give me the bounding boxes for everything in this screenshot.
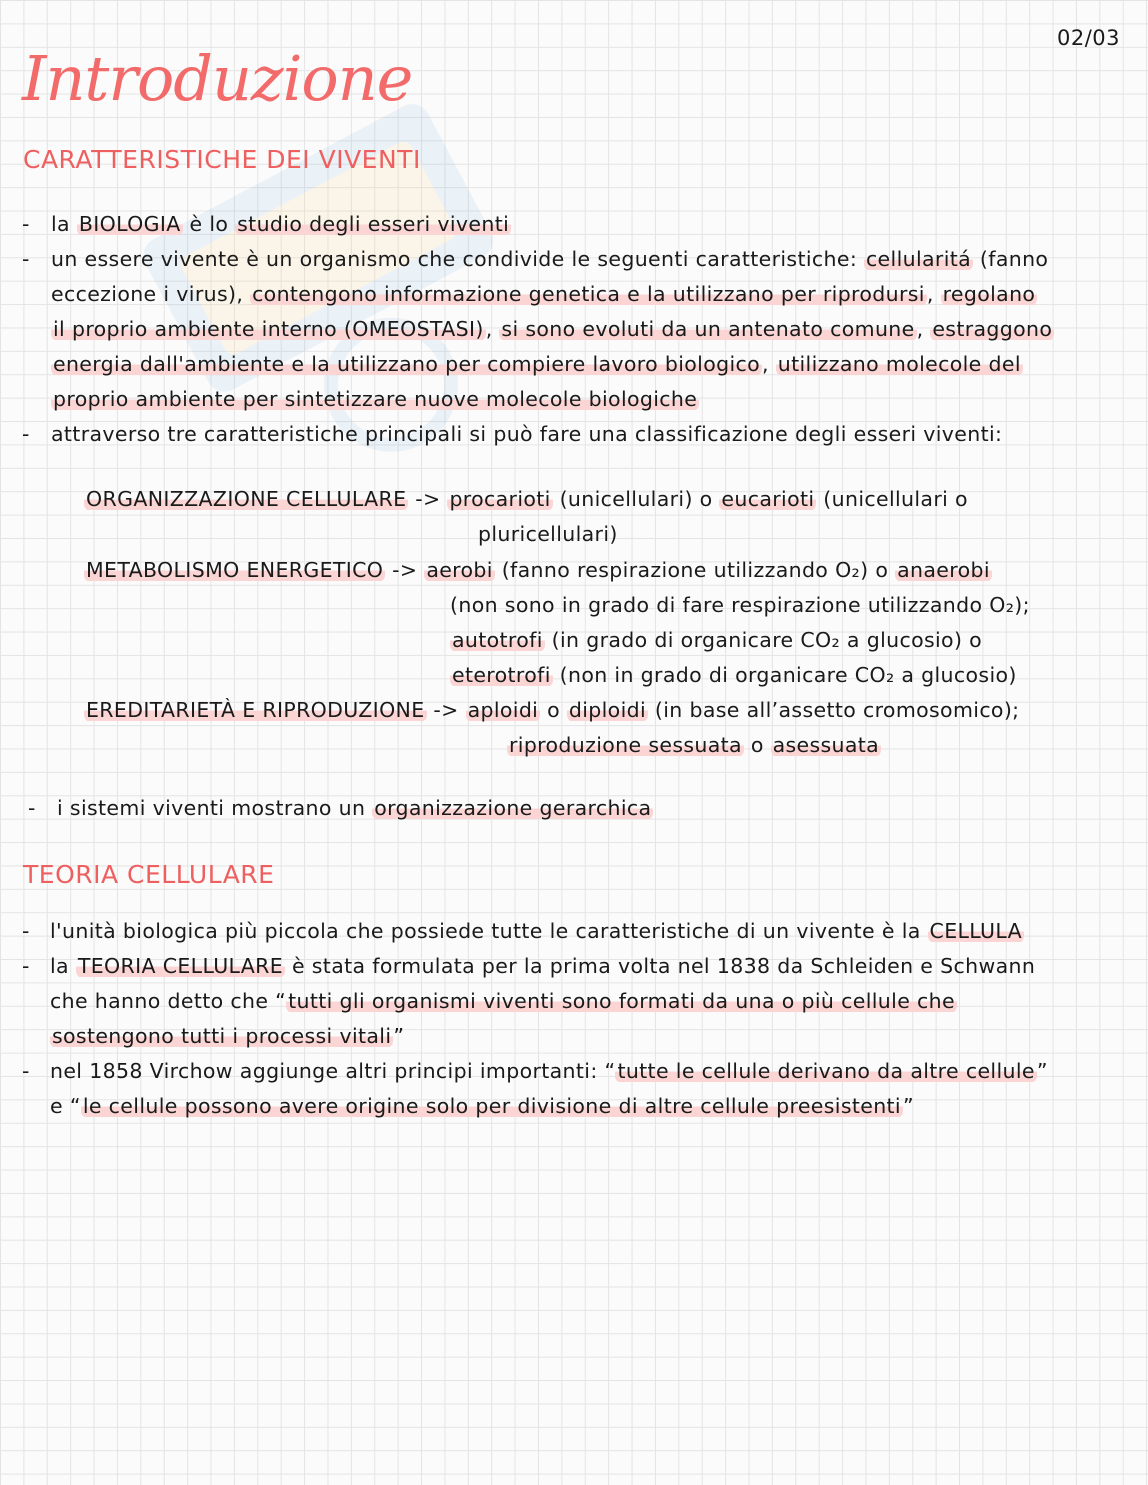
bullet-dash: - — [22, 954, 30, 978]
bullet-essere-vivente-line4: energia dall'ambiente e la utilizzano per compiere lavoro biologico, utilizzano molecole del — [53, 352, 1021, 376]
bullet-teoria-cellulare-line2: che hanno detto che “tutti gli organismi viventi sono formati da una o più cellule che — [50, 989, 955, 1013]
classification-ereditarieta-line2: riproduzione sessuata o asessuata — [509, 733, 880, 757]
section-title-caratteristiche: CARATTERISTICHE DEI VIVENTI — [23, 145, 421, 174]
bullet-dash: - — [22, 247, 30, 271]
classification-organizzazione: ORGANIZZAZIONE CELLULARE -> procarioti (unicellulari) o eucarioti (unicellulari o — [86, 487, 968, 511]
bullet-essere-vivente-line3: il proprio ambiente interno (OMEOSTASI), si sono evoluti da un antenato comune, estraggono — [53, 317, 1053, 341]
bullet-dash: - — [22, 422, 30, 446]
page-title: Introduzione — [22, 42, 413, 115]
bullet-dash: - — [22, 1059, 30, 1083]
classification-metabolismo-line2: (non sono in grado di fare respirazione utilizzando O₂); — [450, 593, 1030, 617]
bullet-organizzazione-gerarchica: i sistemi viventi mostrano un organizzazione gerarchica — [57, 796, 652, 820]
page-number: 02/03 — [1056, 26, 1120, 50]
bullet-essere-vivente-line5: proprio ambiente per sintetizzare nuove molecole biologiche — [53, 387, 698, 411]
classification-ereditarieta: EREDITARIETÀ E RIPRODUZIONE -> aploidi o diploidi (in base all’assetto cromosomico); — [86, 698, 1020, 722]
bullet-essere-vivente-line2: eccezione i virus), contengono informazione genetica e la utilizzano per riprodursi, regolano — [51, 282, 1036, 306]
section-title-teoria-cellulare: TEORIA CELLULARE — [23, 860, 275, 889]
bullet-essere-vivente-line1: un essere vivente è un organismo che condivide le seguenti caratteristiche: cellularitá (fanno — [51, 247, 1049, 271]
bullet-biologia: la BIOLOGIA è lo studio degli esseri viventi — [51, 212, 510, 236]
bullet-teoria-cellulare-line1: la TEORIA CELLULARE è stata formulata per la prima volta nel 1838 da Schleiden e Schwann — [50, 954, 1036, 978]
bullet-dash: - — [28, 796, 36, 820]
classification-metabolismo: METABOLISMO ENERGETICO -> aerobi (fanno respirazione utilizzando O₂) o anaerobi — [86, 558, 990, 582]
classification-metabolismo-line3: autotrofi (in grado di organicare CO₂ a glucosio) o — [452, 628, 983, 652]
bullet-dash: - — [22, 212, 30, 236]
classification-organizzazione-line2: pluricellulari) — [478, 522, 618, 546]
bullet-virchow-line2: e “le cellule possono avere origine solo per divisione di altre cellule preesistenti” — [50, 1094, 914, 1118]
classification-metabolismo-line4: eterotrofi (non in grado di organicare CO₂ a glucosio) — [452, 663, 1017, 687]
bullet-teoria-cellulare-line3: sostengono tutti i processi vitali” — [52, 1024, 405, 1048]
bullet-virchow-line1: nel 1858 Virchow aggiunge altri principi importanti: “tutte le cellule derivano da altre cellule” — [50, 1059, 1048, 1083]
bullet-classificazione: attraverso tre caratteristiche principali si può fare una classificazione degli esseri viventi: — [51, 422, 1003, 446]
bullet-unita-biologica: l'unità biologica più piccola che possiede tutte le caratteristiche di un vivente è la CELLULA — [50, 919, 1022, 943]
bullet-dash: - — [22, 919, 30, 943]
